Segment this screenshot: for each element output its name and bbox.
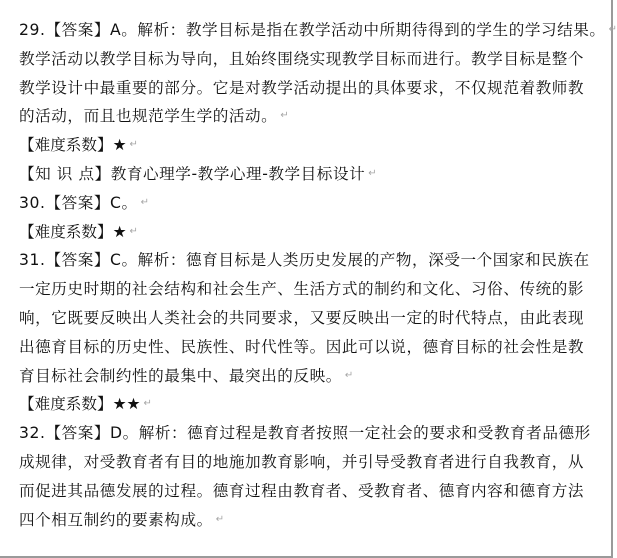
- q32-explanation-line: 而促进其品德发展的过程。德育过程由教育者、受教育者、德育内容和德育方法: [19, 481, 585, 500]
- paragraph-mark-icon: ↵: [215, 513, 225, 525]
- q29-knowledge-point: 【知 识 点】教育心理学-教学心理-教学目标设计 ↵: [19, 164, 377, 183]
- q31-difficulty: 【难度系数】★★ ↵: [19, 395, 152, 414]
- paragraph-mark-icon: ↵: [368, 168, 377, 180]
- q32-explanation-line: 四个相互制约的要素构成。 ↵: [19, 510, 225, 529]
- paragraph-mark-icon: ↵: [143, 398, 152, 410]
- q30-answer-line: 30.【答案】C。 ↵: [19, 193, 149, 212]
- q32-explanation-line: 成规律，对受教育者有目的地施加教育影响，并引导受教育者进行自我教育，从: [19, 452, 585, 471]
- q31-explanation-line: 出德育目标的历史性、民族性、时代性等。因此可以说，德育目标的社会性是教: [19, 337, 585, 356]
- q30-difficulty: 【难度系数】★ ↵: [19, 222, 138, 241]
- q31-answer-line: 31.【答案】C。解析：德育目标是人类历史发展的产物，深受一个国家和民族在: [19, 251, 590, 270]
- q29-answer-line: 29.【答案】A。解析：教学目标是指在教学活动中所期待得到的学生的学习结果。 ↵: [19, 21, 617, 39]
- q31-explanation-line: 育目标社会制约性的最集中、最突出的反映。 ↵: [19, 366, 354, 385]
- answer-explanations: [19, 16, 617, 534]
- paragraph-mark-icon: ↵: [280, 110, 289, 122]
- paragraph-mark-icon: ↵: [129, 225, 138, 237]
- q29-explanation-line: 教学设计中最重要的部分。它是对教学活动提出的具体要求，不仅规范着教师教: [19, 78, 585, 97]
- paragraph-mark-icon: ↵: [129, 139, 138, 151]
- paragraph-mark-icon: ↵: [608, 24, 617, 36]
- q29-difficulty: 【难度系数】★ ↵: [19, 136, 138, 155]
- q29-explanation-line: 的活动，而且也规范学生学的活动。 ↵: [19, 107, 289, 126]
- q31-explanation-line: 响，它既要反映出人类社会的共同要求，又要反映出一定的时代特点，由此表现: [19, 308, 585, 327]
- paragraph-mark-icon: ↵: [140, 196, 149, 208]
- q29-explanation-line: 教学活动以教学目标为导向，且始终围绕实现教学目标而进行。教学目标是整个: [19, 49, 585, 68]
- paragraph-mark-icon: ↵: [344, 369, 354, 381]
- q31-explanation-line: 一定历史时期的社会结构和社会生产、生活方式的制约和文化、习俗、传统的影: [19, 280, 585, 299]
- q32-answer-line: 32.【答案】D。解析：德育过程是教育者按照一定社会的要求和受教育者品德形: [19, 424, 591, 443]
